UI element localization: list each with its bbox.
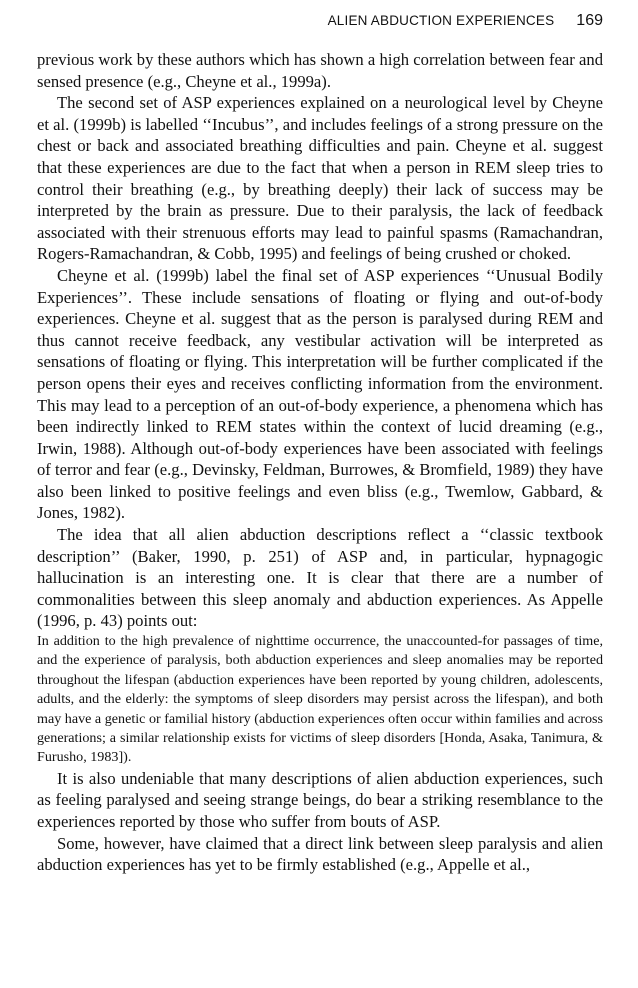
running-head <box>328 12 603 34</box>
page-number: 169 <box>576 12 603 29</box>
running-title: ALIEN ABDUCTION EXPERIENCES <box>327 13 555 28</box>
block-quote-appelle: In addition to the high prevalence of nighttime occurrence, the unaccounted-for passages of time, and the experience of paralysis, both abduction experiences and sleep anomalies may be reported throughout the lifespan (abduction experiences have been reported by young children, adolescents, adults, and the elderly: the symptoms of sleep disorders may persist across the lifespan), and both may have a genetic or familial history (abduction experiences often occur within families and across generations; a similar relationship exists for victims of sleep disorders [Honda, Asaka, Tanimura, & Furusho, 1983]). <box>37 633 603 766</box>
paragraph-undeniable-resemblance: It is also undeniable that many descriptions of alien abduction experiences, such as feeling paralysed and seeing strange beings, do bear a striking resemblance to the experiences reported by those who suffer from bouts of ASP. <box>37 768 603 832</box>
body-text <box>37 49 603 876</box>
paragraph-direct-link-claim: Some, however, have claimed that a direct link between sleep paralysis and alien abduction experiences has yet to be firmly established (e.g., Appelle et al., <box>37 833 603 875</box>
page <box>37 0 603 988</box>
paragraph-classic-textbook-description: The idea that all alien abduction descriptions reflect a ‘‘classic textbook description’’ (Baker, 1990, p. 251) of ASP and, in particular, hypnagogic hallucination is an interesting one. It is clear that there are a number of commonalities between this sleep anomaly and abduction experiences. As Appelle (1996, p. 43) points out: <box>37 525 603 631</box>
paragraph-unusual-bodily-experiences: Cheyne et al. (1999b) label the final set of ASP experiences ‘‘Unusual Bodily Experiences’’. These include sensations of floating or flying and out-of-body experiences. Cheyne et al. suggest that as the person is paralysed during REM and thus cannot receive feedback, any vestibular activation will be interpreted as sensations of floating or flying. This interpretation will be further complicated if the person opens their eyes and receives conflicting information from the environment. This may lead to a perception of an out-of-body experience, a phenomena which has been indirectly linked to REM states within the context of lucid dreaming (e.g., Irwin, 1988). Although out-of-body experiences have been associated with feelings of terror and fear (e.g., Devinsky, Feldman, Burrowes, & Bromfield, 1989) they have also been linked to positive feelings and even bliss (e.g., Twemlow, Gabbard, & Jones, 1982). <box>37 265 603 523</box>
paragraph-incubus: The second set of ASP experiences explained on a neurological level by Cheyne et al. (1999b) is labelled ‘‘Incubus’’, and includes feelings of a strong pressure on the chest or back and associated breathing difficulties and pain. Cheyne et al. suggest that these experiences are due to the fact that when a person in REM sleep tries to control their breathing (e.g., by breathing deeply) their lack of success may be interpreted by the brain as pressure. Due to their paralysis, the lack of feedback associated with their strenuous efforts may lead to painful spasms (Ramachandran, Rogers-Ramachandran, & Cobb, 1995) and feelings of being crushed or choked. <box>37 93 603 264</box>
paragraph-continuation: previous work by these authors which has shown a high correlation between fear and sensed presence (e.g., Cheyne et al., 1999a). <box>37 50 603 91</box>
